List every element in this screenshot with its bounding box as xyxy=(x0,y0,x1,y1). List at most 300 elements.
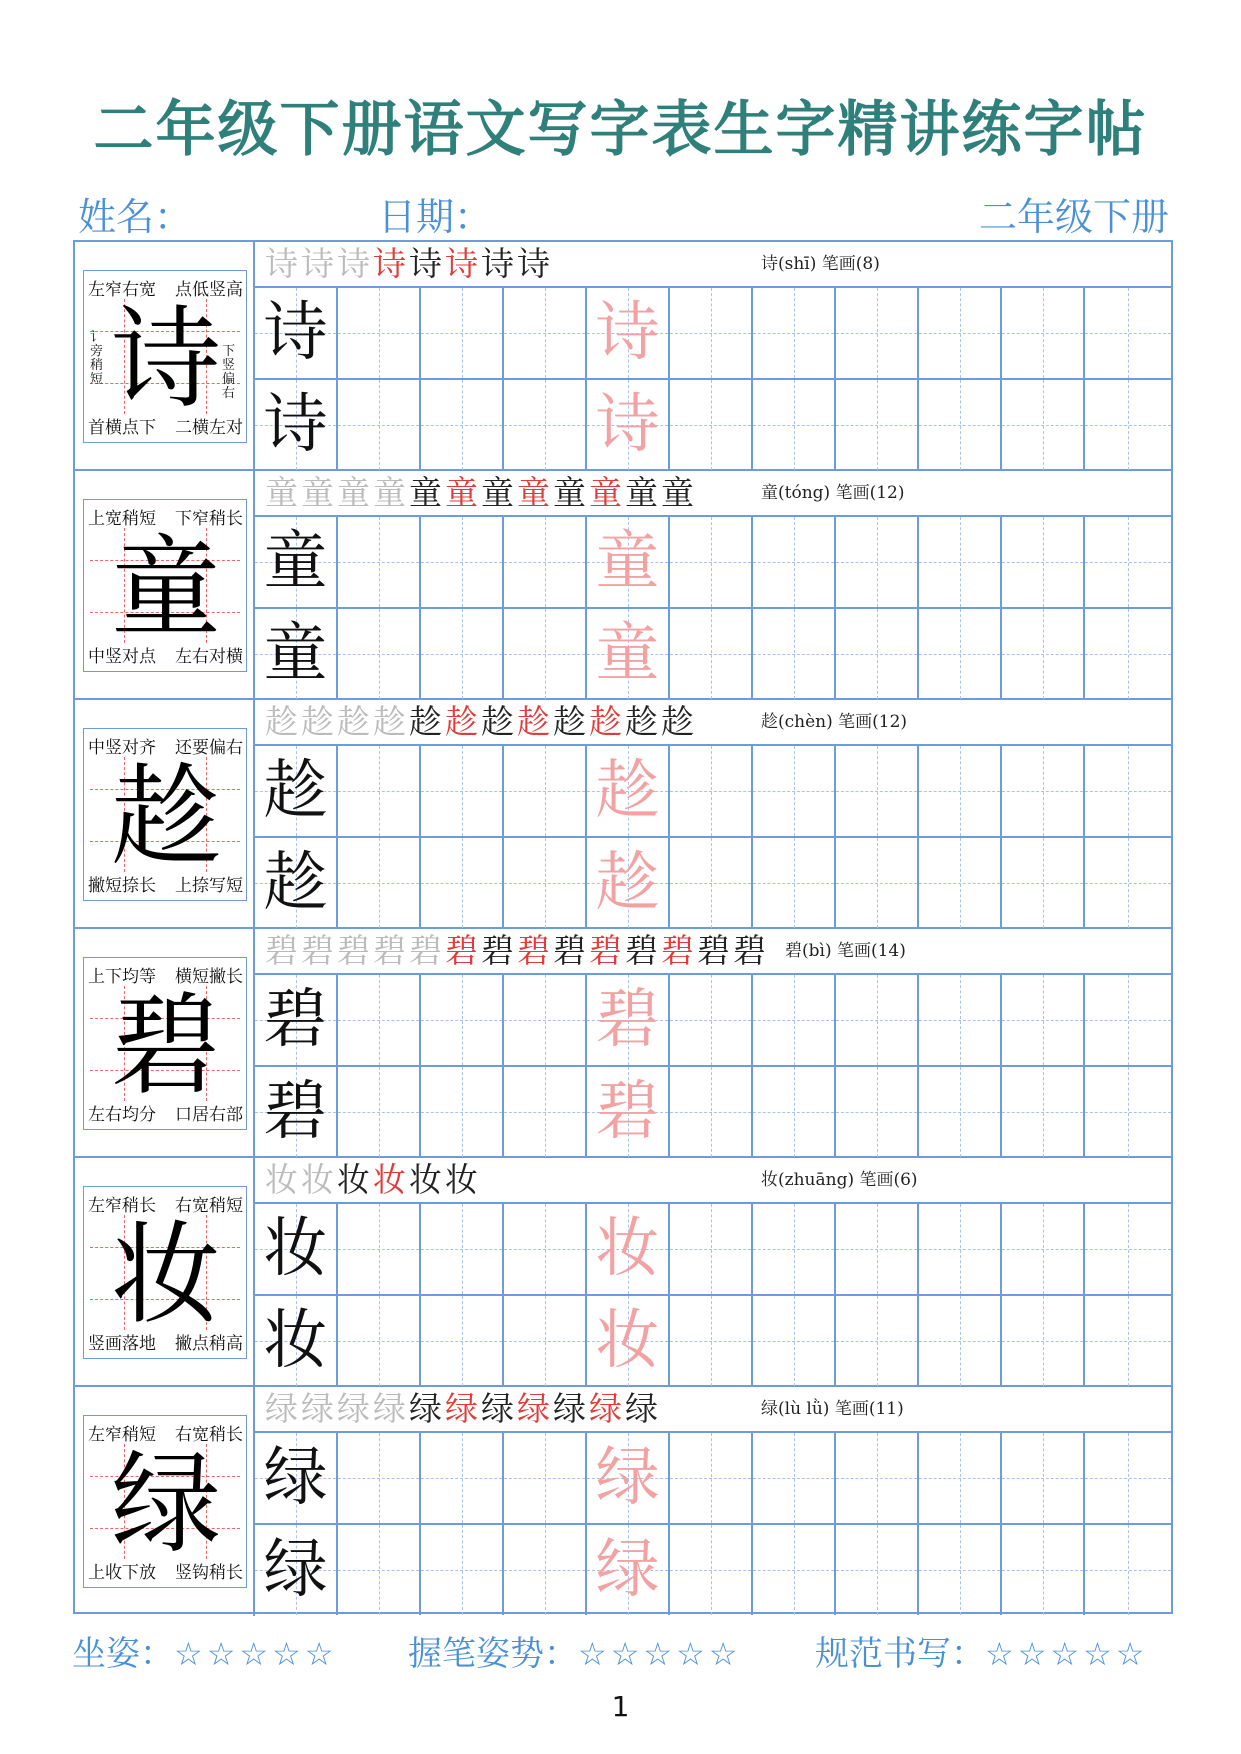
grid-cell[interactable] xyxy=(1002,1525,1085,1615)
grid-row xyxy=(255,1431,1171,1523)
grid-cell[interactable] xyxy=(421,288,504,378)
grid-cell[interactable] xyxy=(587,1525,670,1615)
grid-cell[interactable] xyxy=(1085,1067,1171,1157)
grid-cell[interactable] xyxy=(919,1204,1002,1294)
char-info: 碧(bì) 笔画(14) xyxy=(785,941,906,961)
grid-cell[interactable] xyxy=(504,1067,587,1157)
grid-cell[interactable] xyxy=(670,1204,753,1294)
grip-rating xyxy=(408,1626,741,1675)
stroke-order xyxy=(265,242,553,286)
grid-cell[interactable] xyxy=(1085,746,1171,836)
grid-cell[interactable] xyxy=(836,1433,919,1523)
side-note-left: 讠旁稍短 xyxy=(90,330,104,387)
char-block xyxy=(75,700,1171,929)
grid-cell[interactable] xyxy=(670,1296,753,1386)
grid-cell[interactable] xyxy=(753,380,836,470)
grid-cell[interactable] xyxy=(421,838,504,928)
stroke-step: 诗 xyxy=(409,244,445,283)
grid-cell[interactable] xyxy=(587,746,670,836)
grid-cell[interactable] xyxy=(670,609,753,699)
tip-top-left: 上下均等 xyxy=(88,967,156,987)
grid-cell[interactable] xyxy=(255,1525,338,1615)
model-character: 童 xyxy=(263,525,328,599)
grid-cell[interactable] xyxy=(504,1296,587,1386)
grid-cell[interactable] xyxy=(836,517,919,607)
grid-row xyxy=(255,607,1171,699)
stroke-step: 童 xyxy=(373,473,409,512)
stroke-step: 趁 xyxy=(661,702,697,741)
grid-cell[interactable] xyxy=(919,380,1002,470)
demo-character: 碧 xyxy=(111,982,221,1110)
grid-cell[interactable] xyxy=(421,1067,504,1157)
char-block xyxy=(75,242,1171,471)
grid-cell[interactable] xyxy=(338,1433,421,1523)
stroke-step: 童 xyxy=(517,473,553,512)
stroke-order xyxy=(265,1158,481,1202)
practice-grid xyxy=(255,1431,1171,1615)
grid-cell[interactable] xyxy=(670,517,753,607)
grid-cell[interactable] xyxy=(255,1296,338,1386)
grid-cell[interactable] xyxy=(587,288,670,378)
char-info: 趁(chèn) 笔画(12) xyxy=(761,712,908,732)
grid-cell[interactable] xyxy=(836,380,919,470)
grid-cell[interactable] xyxy=(587,838,670,928)
posture-stars[interactable]: ☆☆☆☆☆ xyxy=(174,1635,338,1673)
grid-cell[interactable] xyxy=(1002,838,1085,928)
stroke-step: 趁 xyxy=(337,702,373,741)
practice-grid xyxy=(255,744,1171,928)
grid-cell[interactable] xyxy=(504,288,587,378)
stroke-step: 碧 xyxy=(481,931,517,970)
grid-cell[interactable] xyxy=(919,609,1002,699)
grid-cell[interactable] xyxy=(836,975,919,1065)
grid-cell[interactable] xyxy=(504,838,587,928)
grid-cell[interactable] xyxy=(1002,1433,1085,1523)
stroke-step: 绿 xyxy=(589,1389,625,1428)
tip-top-right: 还要偏右 xyxy=(175,738,243,758)
practice-grid xyxy=(255,1202,1171,1386)
tip-bottom-left: 撇短捺长 xyxy=(88,876,156,896)
grid-cell[interactable] xyxy=(753,1433,836,1523)
tip-top-left: 上宽稍短 xyxy=(88,509,156,529)
grid-cell[interactable] xyxy=(421,1296,504,1386)
grid-cell[interactable] xyxy=(587,609,670,699)
stroke-step: 诗 xyxy=(301,244,337,283)
grid-cell[interactable] xyxy=(338,288,421,378)
model-character: 妆 xyxy=(263,1304,328,1378)
stroke-step: 碧 xyxy=(733,931,769,970)
grid-cell[interactable] xyxy=(421,1204,504,1294)
grid-cell[interactable] xyxy=(753,838,836,928)
tip-top-left: 左窄稍长 xyxy=(88,1196,156,1216)
practice-grid xyxy=(255,515,1171,699)
grid-cell[interactable] xyxy=(338,746,421,836)
stroke-step: 绿 xyxy=(409,1389,445,1428)
stroke-step: 童 xyxy=(301,473,337,512)
trace-character: 绿 xyxy=(595,1533,660,1607)
demo-character: 童 xyxy=(111,524,221,652)
grid-cell[interactable] xyxy=(504,380,587,470)
grid-cell[interactable] xyxy=(255,838,338,928)
grid-cell[interactable] xyxy=(836,609,919,699)
char-demo xyxy=(75,929,255,1156)
date-label: 日期： xyxy=(378,195,493,239)
grid-cell[interactable] xyxy=(421,609,504,699)
grip-stars[interactable]: ☆☆☆☆☆ xyxy=(578,1635,742,1673)
grid-cell[interactable] xyxy=(1085,975,1171,1065)
grid-cell[interactable] xyxy=(255,1204,338,1294)
grid-row xyxy=(255,973,1171,1065)
grid-cell[interactable] xyxy=(421,746,504,836)
grid-cell[interactable] xyxy=(753,609,836,699)
tip-bottom-right: 口居右部 xyxy=(175,1105,243,1125)
tip-bottom-left: 首横点下 xyxy=(88,418,156,438)
tip-bottom-left: 左右均分 xyxy=(88,1105,156,1125)
trace-character: 诗 xyxy=(595,388,660,462)
tip-top-right: 右宽稍长 xyxy=(175,1425,243,1445)
demo-character: 妆 xyxy=(111,1211,221,1339)
grid-cell[interactable] xyxy=(753,1525,836,1615)
stroke-order xyxy=(265,929,769,973)
stroke-step: 绿 xyxy=(373,1389,409,1428)
trace-character: 诗 xyxy=(595,296,660,370)
demo-box xyxy=(83,270,247,443)
char-demo xyxy=(75,700,255,927)
stroke-step: 碧 xyxy=(445,931,481,970)
demo-character: 绿 xyxy=(111,1440,221,1568)
grid-row xyxy=(255,1294,1171,1386)
tip-bottom-right: 竖钩稍长 xyxy=(175,1563,243,1583)
grid-cell[interactable] xyxy=(587,1067,670,1157)
stroke-step: 诗 xyxy=(337,244,373,283)
grid-cell[interactable] xyxy=(919,746,1002,836)
grid-cell[interactable] xyxy=(421,517,504,607)
tip-top-left: 左窄稍短 xyxy=(88,1425,156,1445)
grade-label: 二年级下册 xyxy=(978,195,1169,239)
char-block xyxy=(75,1158,1171,1387)
grid-row xyxy=(255,836,1171,928)
grid-cell[interactable] xyxy=(1002,746,1085,836)
grid-cell[interactable] xyxy=(338,1204,421,1294)
grid-cell[interactable] xyxy=(338,609,421,699)
grid-cell[interactable] xyxy=(670,1433,753,1523)
grid-cell[interactable] xyxy=(753,975,836,1065)
model-character: 趁 xyxy=(263,846,328,920)
grid-cell[interactable] xyxy=(587,1296,670,1386)
grid-cell[interactable] xyxy=(670,288,753,378)
grid-cell[interactable] xyxy=(670,1067,753,1157)
grid-cell[interactable] xyxy=(1085,1433,1171,1523)
demo-box xyxy=(83,1186,247,1359)
trace-character: 趁 xyxy=(595,846,660,920)
stroke-step: 妆 xyxy=(337,1160,373,1199)
trace-character: 绿 xyxy=(595,1441,660,1515)
stroke-step: 碧 xyxy=(301,931,337,970)
trace-character: 碧 xyxy=(595,983,660,1057)
posture-rating xyxy=(72,1626,337,1675)
stroke-step: 妆 xyxy=(373,1160,409,1199)
char-demo xyxy=(75,242,255,469)
grid-cell[interactable] xyxy=(919,975,1002,1065)
grid-cell[interactable] xyxy=(338,517,421,607)
tip-bottom-right: 左右对横 xyxy=(175,647,243,667)
model-character: 诗 xyxy=(263,388,328,462)
grid-cell[interactable] xyxy=(504,1204,587,1294)
stroke-step: 童 xyxy=(589,473,625,512)
grid-cell[interactable] xyxy=(1085,1525,1171,1615)
stroke-step: 诗 xyxy=(481,244,517,283)
stroke-step: 趁 xyxy=(409,702,445,741)
grid-cell[interactable] xyxy=(919,517,1002,607)
stroke-step: 趁 xyxy=(481,702,517,741)
stroke-step: 诗 xyxy=(373,244,409,283)
stroke-step: 童 xyxy=(481,473,517,512)
grid-cell[interactable] xyxy=(1085,1204,1171,1294)
tip-bottom-right: 二横左对 xyxy=(175,418,243,438)
char-demo xyxy=(75,471,255,698)
stroke-step: 童 xyxy=(661,473,697,512)
grid-cell[interactable] xyxy=(255,975,338,1065)
stroke-step: 妆 xyxy=(445,1160,481,1199)
demo-box xyxy=(83,957,247,1130)
model-character: 童 xyxy=(263,617,328,691)
grid-cell[interactable] xyxy=(587,517,670,607)
grid-cell[interactable] xyxy=(1002,609,1085,699)
char-info: 童(tóng) 笔画(12) xyxy=(761,483,905,503)
grid-cell[interactable] xyxy=(753,746,836,836)
demo-character: 诗 xyxy=(111,295,221,423)
model-character: 绿 xyxy=(263,1533,328,1607)
stroke-step: 碧 xyxy=(661,931,697,970)
grid-cell[interactable] xyxy=(1002,380,1085,470)
grid-cell[interactable] xyxy=(836,1067,919,1157)
stroke-step: 童 xyxy=(553,473,589,512)
tip-top-right: 横短撇长 xyxy=(175,967,243,987)
trace-character: 妆 xyxy=(595,1212,660,1286)
grid-cell[interactable] xyxy=(587,380,670,470)
stroke-step: 趁 xyxy=(265,702,301,741)
stroke-step: 妆 xyxy=(301,1160,337,1199)
stroke-step: 绿 xyxy=(301,1389,337,1428)
stroke-step: 趁 xyxy=(517,702,553,741)
stroke-order xyxy=(265,700,697,744)
tip-top-right: 点低竖高 xyxy=(175,280,243,300)
stroke-step: 妆 xyxy=(265,1160,301,1199)
stroke-step: 碧 xyxy=(553,931,589,970)
grid-cell[interactable] xyxy=(919,1067,1002,1157)
practice-grid xyxy=(255,973,1171,1157)
grid-cell[interactable] xyxy=(1002,517,1085,607)
grid-cell[interactable] xyxy=(504,975,587,1065)
grid-cell[interactable] xyxy=(504,746,587,836)
grid-cell[interactable] xyxy=(504,1525,587,1615)
grid-cell[interactable] xyxy=(421,975,504,1065)
grid-cell[interactable] xyxy=(421,380,504,470)
model-character: 碧 xyxy=(263,1075,328,1149)
stroke-step: 绿 xyxy=(517,1389,553,1428)
grid-cell[interactable] xyxy=(753,1204,836,1294)
practice-grid xyxy=(255,286,1171,470)
grid-cell[interactable] xyxy=(670,746,753,836)
demo-character: 趁 xyxy=(111,753,221,881)
grid-row xyxy=(255,1202,1171,1294)
char-demo xyxy=(75,1387,255,1616)
grid-cell[interactable] xyxy=(255,517,338,607)
stroke-step: 童 xyxy=(265,473,301,512)
tip-bottom-right: 上捺写短 xyxy=(175,876,243,896)
page-title: 二年级下册语文写字表生字精讲练字帖 xyxy=(93,95,1148,165)
grid-cell[interactable] xyxy=(421,1525,504,1615)
grid-cell[interactable] xyxy=(504,609,587,699)
grid-row xyxy=(255,1065,1171,1157)
trace-character: 童 xyxy=(595,617,660,691)
grid-cell[interactable] xyxy=(753,1067,836,1157)
grid-cell[interactable] xyxy=(1085,609,1171,699)
grid-cell[interactable] xyxy=(836,288,919,378)
grid-cell[interactable] xyxy=(255,609,338,699)
grid-cell[interactable] xyxy=(338,975,421,1065)
grid-cell[interactable] xyxy=(338,838,421,928)
stroke-step: 绿 xyxy=(445,1389,481,1428)
stroke-step: 趁 xyxy=(445,702,481,741)
grid-cell[interactable] xyxy=(1085,517,1171,607)
stroke-step: 碧 xyxy=(409,931,445,970)
grid-cell[interactable] xyxy=(836,746,919,836)
grid-row xyxy=(255,744,1171,836)
grid-row xyxy=(255,286,1171,378)
stroke-step: 碧 xyxy=(517,931,553,970)
char-info: 妆(zhuāng) 笔画(6) xyxy=(761,1170,918,1190)
grid-cell[interactable] xyxy=(1002,1296,1085,1386)
grid-cell[interactable] xyxy=(1002,288,1085,378)
grid-cell[interactable] xyxy=(670,975,753,1065)
grid-cell[interactable] xyxy=(753,517,836,607)
char-block xyxy=(75,1387,1171,1616)
grid-cell[interactable] xyxy=(1002,1067,1085,1157)
grid-cell[interactable] xyxy=(504,1433,587,1523)
writing-stars[interactable]: ☆☆☆☆☆ xyxy=(985,1635,1149,1673)
writing-rating xyxy=(815,1626,1148,1675)
char-info: 绿(lù lǜ) 笔画(11) xyxy=(761,1399,904,1419)
grid-cell[interactable] xyxy=(836,838,919,928)
grip-label: 握笔姿势： xyxy=(408,1634,578,1674)
stroke-step: 趁 xyxy=(373,702,409,741)
model-character: 绿 xyxy=(263,1441,328,1515)
tip-top-left: 中竖对齐 xyxy=(88,738,156,758)
grid-cell[interactable] xyxy=(753,1296,836,1386)
tip-bottom-right: 撇点稍高 xyxy=(175,1334,243,1354)
char-block xyxy=(75,471,1171,700)
stroke-step: 趁 xyxy=(301,702,337,741)
grid-cell[interactable] xyxy=(255,746,338,836)
model-character: 趁 xyxy=(263,754,328,828)
grid-cell[interactable] xyxy=(919,1525,1002,1615)
char-info: 诗(shī) 笔画(8) xyxy=(761,254,880,274)
model-character: 诗 xyxy=(263,296,328,370)
stroke-step: 绿 xyxy=(337,1389,373,1428)
stroke-step: 童 xyxy=(445,473,481,512)
grid-cell[interactable] xyxy=(919,1296,1002,1386)
tip-bottom-left: 中竖对点 xyxy=(88,647,156,667)
stroke-step: 童 xyxy=(409,473,445,512)
grid-cell[interactable] xyxy=(338,380,421,470)
demo-box xyxy=(83,1415,247,1588)
grid-cell[interactable] xyxy=(1085,288,1171,378)
tip-bottom-left: 上收下放 xyxy=(88,1563,156,1583)
name-label: 姓名： xyxy=(78,195,193,239)
demo-box xyxy=(83,728,247,901)
grid-cell[interactable] xyxy=(338,1525,421,1615)
grid-cell[interactable] xyxy=(753,288,836,378)
grid-cell[interactable] xyxy=(919,288,1002,378)
stroke-step: 妆 xyxy=(409,1160,445,1199)
writing-label: 规范书写： xyxy=(815,1634,985,1674)
stroke-step: 绿 xyxy=(481,1389,517,1428)
stroke-step: 绿 xyxy=(553,1389,589,1428)
grid-cell[interactable] xyxy=(255,1433,338,1523)
grid-cell[interactable] xyxy=(255,288,338,378)
grid-cell[interactable] xyxy=(255,380,338,470)
tip-top-right: 下窄稍长 xyxy=(175,509,243,529)
grid-cell[interactable] xyxy=(504,517,587,607)
stroke-step: 诗 xyxy=(517,244,553,283)
stroke-step: 碧 xyxy=(697,931,733,970)
stroke-step: 碧 xyxy=(589,931,625,970)
stroke-step: 趁 xyxy=(553,702,589,741)
grid-cell[interactable] xyxy=(1085,1296,1171,1386)
char-block xyxy=(75,929,1171,1158)
demo-box xyxy=(83,499,247,672)
grid-cell[interactable] xyxy=(836,1204,919,1294)
side-note-right: 下竖偏右 xyxy=(222,344,236,401)
grid-cell[interactable] xyxy=(670,838,753,928)
tip-top-left: 左窄右宽 xyxy=(88,280,156,300)
grid-cell[interactable] xyxy=(1002,975,1085,1065)
grid-row xyxy=(255,515,1171,607)
grid-cell[interactable] xyxy=(919,838,1002,928)
grid-cell[interactable] xyxy=(587,1433,670,1523)
grid-cell[interactable] xyxy=(255,1067,338,1157)
grid-cell[interactable] xyxy=(670,1525,753,1615)
model-character: 妆 xyxy=(263,1212,328,1286)
char-demo xyxy=(75,1158,255,1385)
stroke-order xyxy=(265,471,697,515)
grid-cell[interactable] xyxy=(836,1296,919,1386)
grid-cell[interactable] xyxy=(670,380,753,470)
grid-cell[interactable] xyxy=(1002,1204,1085,1294)
grid-cell[interactable] xyxy=(1085,838,1171,928)
grid-cell[interactable] xyxy=(421,1433,504,1523)
model-character: 碧 xyxy=(263,983,328,1057)
stroke-step: 碧 xyxy=(265,931,301,970)
grid-cell[interactable] xyxy=(338,1296,421,1386)
stroke-step: 趁 xyxy=(625,702,661,741)
stroke-step: 绿 xyxy=(625,1389,661,1428)
grid-row xyxy=(255,1523,1171,1615)
stroke-step: 童 xyxy=(625,473,661,512)
grid-cell[interactable] xyxy=(919,1433,1002,1523)
grid-cell[interactable] xyxy=(338,1067,421,1157)
grid-cell[interactable] xyxy=(587,1204,670,1294)
trace-character: 妆 xyxy=(595,1304,660,1378)
stroke-order xyxy=(265,1387,661,1431)
grid-cell[interactable] xyxy=(836,1525,919,1615)
stroke-step: 诗 xyxy=(265,244,301,283)
practice-sheet xyxy=(73,240,1173,1614)
grid-cell[interactable] xyxy=(587,975,670,1065)
trace-character: 童 xyxy=(595,525,660,599)
grid-cell[interactable] xyxy=(1085,380,1171,470)
